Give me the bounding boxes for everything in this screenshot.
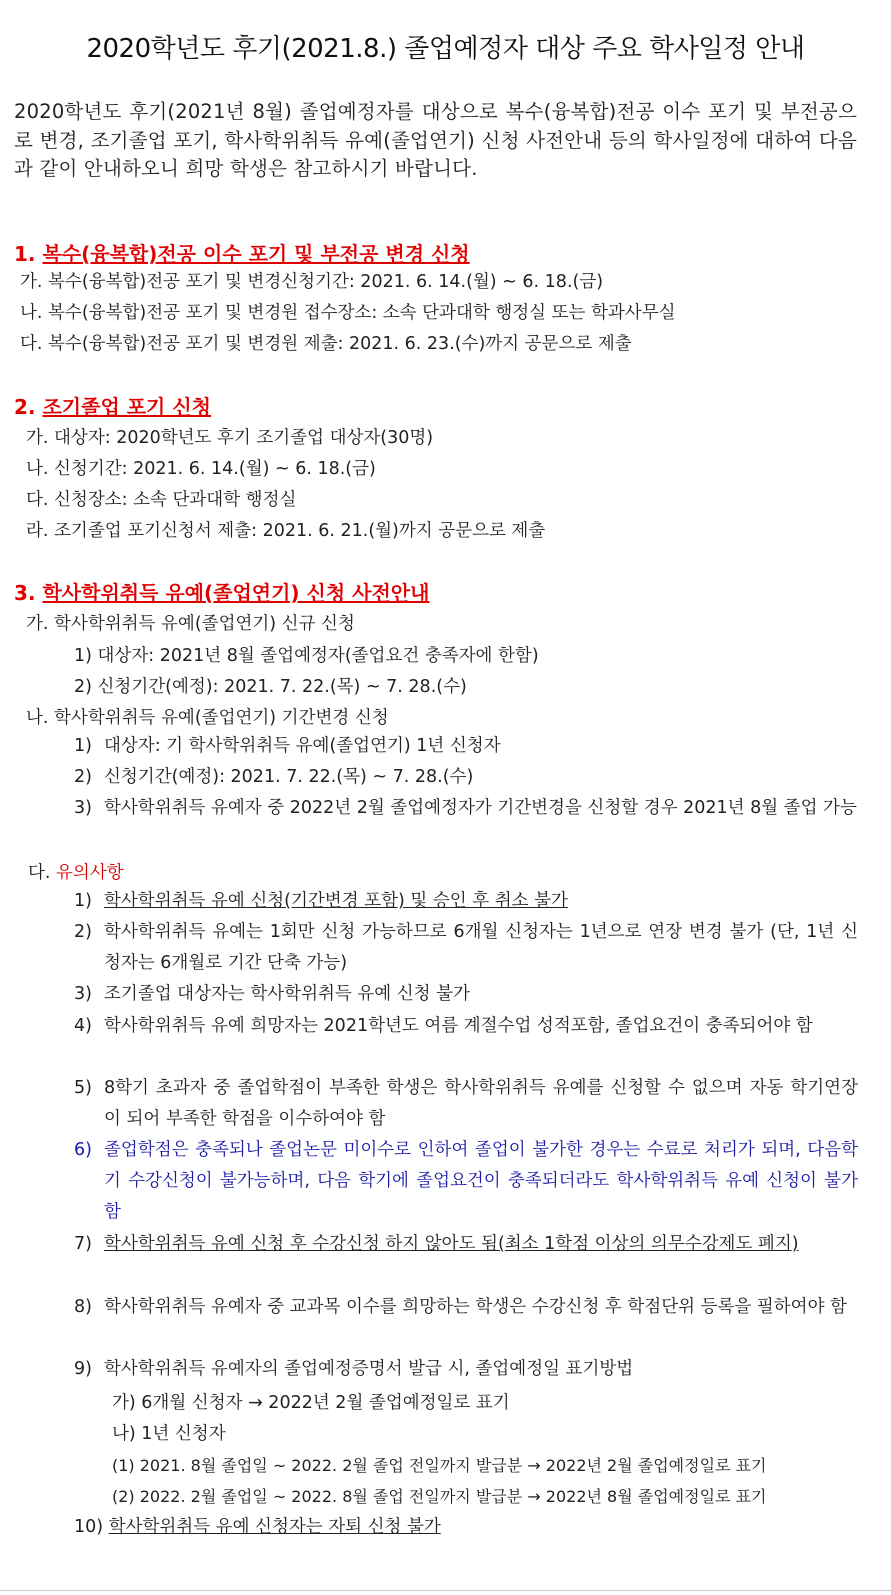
section-3-ga: 가. 학사학위취득 유예(졸업연기) 신규 신청 <box>26 614 355 634</box>
section-1-number: 1. <box>14 242 43 266</box>
note-9: 9) 학사학위취득 유예자의 졸업예정증명서 발급 시, 졸업예정일 표기방법 <box>74 1359 634 1379</box>
section-2-item-da: 다. 신청장소: 소속 단과대학 행정실 <box>26 490 297 510</box>
section-3-na: 나. 학사학위취득 유예(졸업연기) 기간변경 신청 <box>26 708 389 728</box>
section-1-heading <box>14 238 470 267</box>
note-9-ga: 가) 6개월 신청자 → 2022년 2월 졸업예정일로 표기 <box>112 1393 510 1413</box>
section-3-na-1: 1) 대상자: 기 학사학위취득 유예(졸업연기) 1년 신청자 <box>74 736 501 756</box>
section-3-title: 학사학위취득 유예(졸업연기) 신청 사전안내 <box>42 581 430 605</box>
section-1-item-ga: 가. 복수(융복합)전공 포기 및 변경신청기간: 2021. 6. 14.(월) ~ 6. 18.(금) <box>20 272 604 292</box>
intro-paragraph: 2020학년도 후기(2021년 8월) 졸업예정자를 대상으로 복수(융복합)전공 이수 포기 및 부전공으로 변경, 조기졸업 포기, 학사학위취득 유예(졸업연기) 신청 사전안내 등의 학사일정에 대하여 다음과 같이 안내하오니 희망 학생은 참고하시기 바랍니다. <box>14 100 857 180</box>
section-1-title: 복수(융복합)전공 이수 포기 및 부전공 변경 신청 <box>42 242 470 266</box>
section-3-ga-1: 1) 대상자: 2021년 8월 졸업예정자(졸업요건 충족자에 한함) <box>74 646 539 666</box>
section-3-na-3: 3) 학사학위취득 유예자 중 2022년 2월 졸업예정자가 기간변경을 신청할 경우 2021년 8월 졸업 가능 <box>74 798 857 818</box>
note-2: 2) 학사학위취득 유예는 1회만 신청 가능하므로 6개월 신청자는 1년으로 연장 변경 불가 (단, 1년 신청자는 6개월로 기간 단축 가능) <box>74 922 858 973</box>
section-2-item-ra: 라. 조기졸업 포기신청서 제출: 2021. 6. 21.(월)까지 공문으로 제출 <box>26 521 546 541</box>
note-10: 10) 학사학위취득 유예 신청자는 자퇴 신청 불가 <box>74 1517 441 1537</box>
section-3-da-heading: 다. 유의사항 <box>28 863 124 883</box>
note-6: 6) 졸업학점은 충족되나 졸업논문 미이수로 인하여 졸업이 불가한 경우는 수료로 처리가 되며, 다음학기 수강신청이 불가능하며, 다음 학기에 졸업요건이 충족되더라도 학사학위취득 유예 신청이 불가함 <box>74 1140 858 1222</box>
note-1: 1) 학사학위취득 유예 신청(기간변경 포함) 및 승인 후 취소 불가 <box>74 891 568 911</box>
section-3-heading <box>14 577 429 606</box>
section-2-item-na: 나. 신청기간: 2021. 6. 14.(월) ~ 6. 18.(금) <box>26 459 376 479</box>
section-2-heading <box>14 391 211 420</box>
note-3: 3) 조기졸업 대상자는 학사학위취득 유예 신청 불가 <box>74 984 470 1004</box>
note-5: 5) 8학기 초과자 중 졸업학점이 부족한 학생은 학사학위취득 유예를 신청할 수 없으며 자동 학기연장이 되어 부족한 학점을 이수하여야 함 <box>74 1078 858 1129</box>
note-4: 4) 학사학위취득 유예 희망자는 2021학년도 여름 계절수업 성적포함, 졸업요건이 충족되어야 함 <box>74 1016 813 1036</box>
note-9-na-2: (2) 2022. 2월 졸업일 ~ 2022. 8월 졸업 전일까지 발급분 → 2022년 8월 졸업예정일로 표기 <box>112 1487 767 1506</box>
note-7: 7) 학사학위취득 유예 신청 후 수강신청 하지 않아도 됨(최소 1학점 이상의 의무수강제도 폐지) <box>74 1234 799 1254</box>
section-3-number: 3. <box>14 581 43 605</box>
section-3-na-2: 2) 신청기간(예정): 2021. 7. 22.(목) ~ 7. 28.(수) <box>74 767 474 787</box>
section-1-item-da: 다. 복수(융복합)전공 포기 및 변경원 제출: 2021. 6. 23.(수)까지 공문으로 제출 <box>20 334 632 354</box>
note-8: 8) 학사학위취득 유예자 중 교과목 이수를 희망하는 학생은 수강신청 후 학점단위 등록을 필하여야 함 <box>74 1297 847 1317</box>
section-2-title: 조기졸업 포기 신청 <box>42 395 211 419</box>
section-2-item-ga: 가. 대상자: 2020학년도 후기 조기졸업 대상자(30명) <box>26 428 434 448</box>
page-title: 2020학년도 후기(2021.8.) 졸업예정자 대상 주요 학사일정 안내 <box>86 34 805 64</box>
section-3-ga-2: 2) 신청기간(예정): 2021. 7. 22.(목) ~ 7. 28.(수) <box>74 677 467 697</box>
section-1-item-na: 나. 복수(융복합)전공 포기 및 변경원 접수장소: 소속 단과대학 행정실 또는 학과사무실 <box>20 303 676 323</box>
section-2-number: 2. <box>14 395 43 419</box>
bottom-divider <box>0 1590 891 1591</box>
note-9-na-1: (1) 2021. 8월 졸업일 ~ 2022. 2월 졸업 전일까지 발급분 → 2022년 2월 졸업예정일로 표기 <box>112 1456 767 1475</box>
notes-title: 유의사항 <box>56 863 124 883</box>
note-9-na: 나) 1년 신청자 <box>112 1424 226 1444</box>
